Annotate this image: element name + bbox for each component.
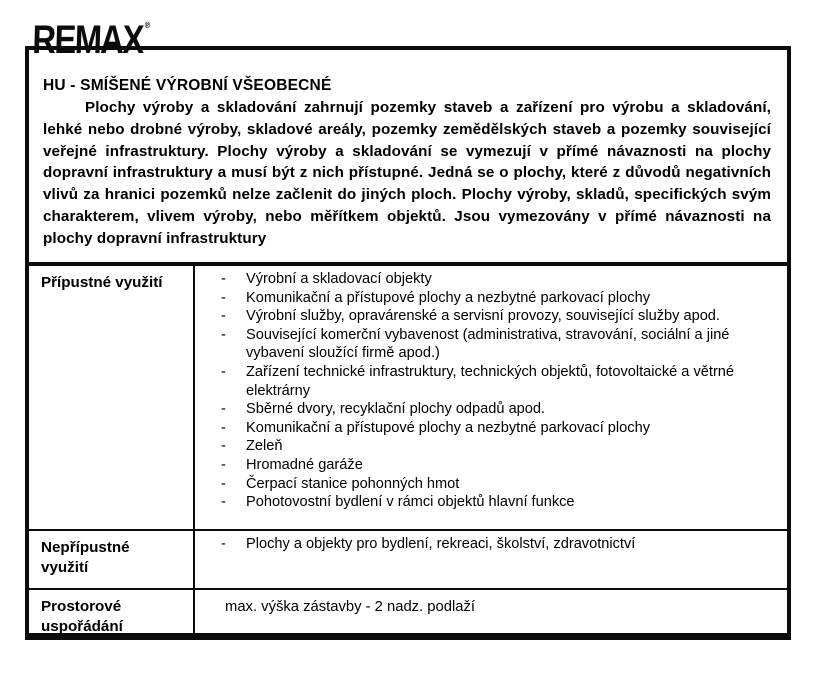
list-item	[195, 493, 787, 512]
list-item	[195, 419, 787, 438]
bullet-dash: -	[221, 494, 226, 511]
list-item-text: Výrobní a skladovací objekty	[246, 271, 432, 287]
list-item	[195, 437, 787, 456]
list-item-text: Čerpací stanice pohonných hmot	[246, 475, 460, 492]
row-label-spatial-arrangement: Prostorové uspořádání	[29, 590, 195, 637]
list-item-text: Komunikační a přístupové plochy a nezbytné parkovací plochy	[246, 419, 650, 436]
bullet-dash: -	[221, 289, 226, 306]
intro-section	[29, 50, 787, 262]
list-item-text: Sběrné dvory, recyklační plochy odpadů apod.	[246, 401, 546, 418]
bullet-dash: -	[221, 401, 226, 418]
remax-logo	[32, 20, 149, 60]
table-row-spatial-arrangement	[29, 588, 787, 637]
zoning-title: HU - SMÍŠENÉ VÝROBNÍ VŠEOBECNÉ	[43, 77, 332, 94]
list-item	[195, 363, 787, 400]
list-item-text: Související komerční vybavenost (administrativa, stravování, sociální a jiné vybavení sloužící firmě apod.)	[246, 326, 730, 362]
list-item-text: Komunikační a přístupové plochy a nezbytné parkovací plochy	[246, 289, 650, 306]
zoning-description-paragraph: Plochy výroby a skladování zahrnují pozemky staveb a zařízení pro výrobu a skladování, lehké nebo drobné výroby, skladové areály, pozemky zemědělských staveb a pozemky související veřejné infrastruktury. Plochy výroby a skladování se vymezují v přímé návaznosti na plochy dopravní infrastruktury a musí být z nich přístupné. Jedná se o plochy, které z důvodů negativních vlivů za hranici pozemků nelze začlenit do jiných ploch. Plochy výroby, skladů, specifických svým charakterem, vlivem výroby, nebo měřítkem objektů. Jsou vymezovány v přímé návaznosti na plochy dopravní infrastruktury	[43, 99, 771, 247]
bullet-dash: -	[221, 271, 226, 287]
bullet-dash: -	[221, 363, 226, 380]
list-item	[195, 270, 787, 289]
list-item-text: Hromadné garáže	[246, 456, 363, 473]
remax-logo-text: REMAX	[31, 18, 144, 62]
list-item	[195, 456, 787, 475]
bullet-dash: -	[221, 419, 226, 436]
table-row-permitted-use	[29, 266, 787, 529]
bullet-dash: -	[221, 438, 226, 455]
spatial-arrangement-text: max. výška zástavby - 2 nadz. podlaží	[225, 599, 476, 615]
permitted-use-list	[195, 266, 787, 529]
list-item-text: Výrobní služby, opravárenské a servisní provozy, související služby apod.	[246, 308, 720, 325]
zoning-table	[29, 262, 787, 637]
document-frame	[25, 46, 791, 640]
spatial-arrangement-content	[195, 590, 787, 637]
row-label-impermissible-use: Nepřípustné využití	[29, 531, 195, 588]
list-item-text: Pohotovostní bydlení v rámci objektů hlavní funkce	[246, 494, 575, 511]
list-item	[195, 475, 787, 494]
bullet-dash: -	[221, 536, 226, 552]
list-item-text: Zeleň	[246, 438, 283, 455]
table-row-impermissible-use	[29, 529, 787, 588]
list-item	[195, 400, 787, 419]
bullet-dash: -	[221, 308, 226, 325]
list-item-text: Plochy a objekty pro bydlení, rekreaci, školství, zdravotnictví	[246, 536, 636, 552]
list-item	[195, 307, 787, 326]
list-item-text: Zařízení technické infrastruktury, technických objektů, fotovoltaické a větrné elektrárny	[246, 363, 735, 399]
impermissible-use-list	[195, 531, 787, 588]
list-item	[195, 535, 787, 554]
list-item	[195, 289, 787, 308]
row-label-permitted-use: Přípustné využití	[29, 266, 195, 529]
registered-trademark-mark: ®	[144, 20, 151, 30]
list-item	[195, 326, 787, 363]
bullet-dash: -	[221, 456, 226, 473]
bullet-dash: -	[221, 326, 226, 343]
bullet-dash: -	[221, 475, 226, 492]
